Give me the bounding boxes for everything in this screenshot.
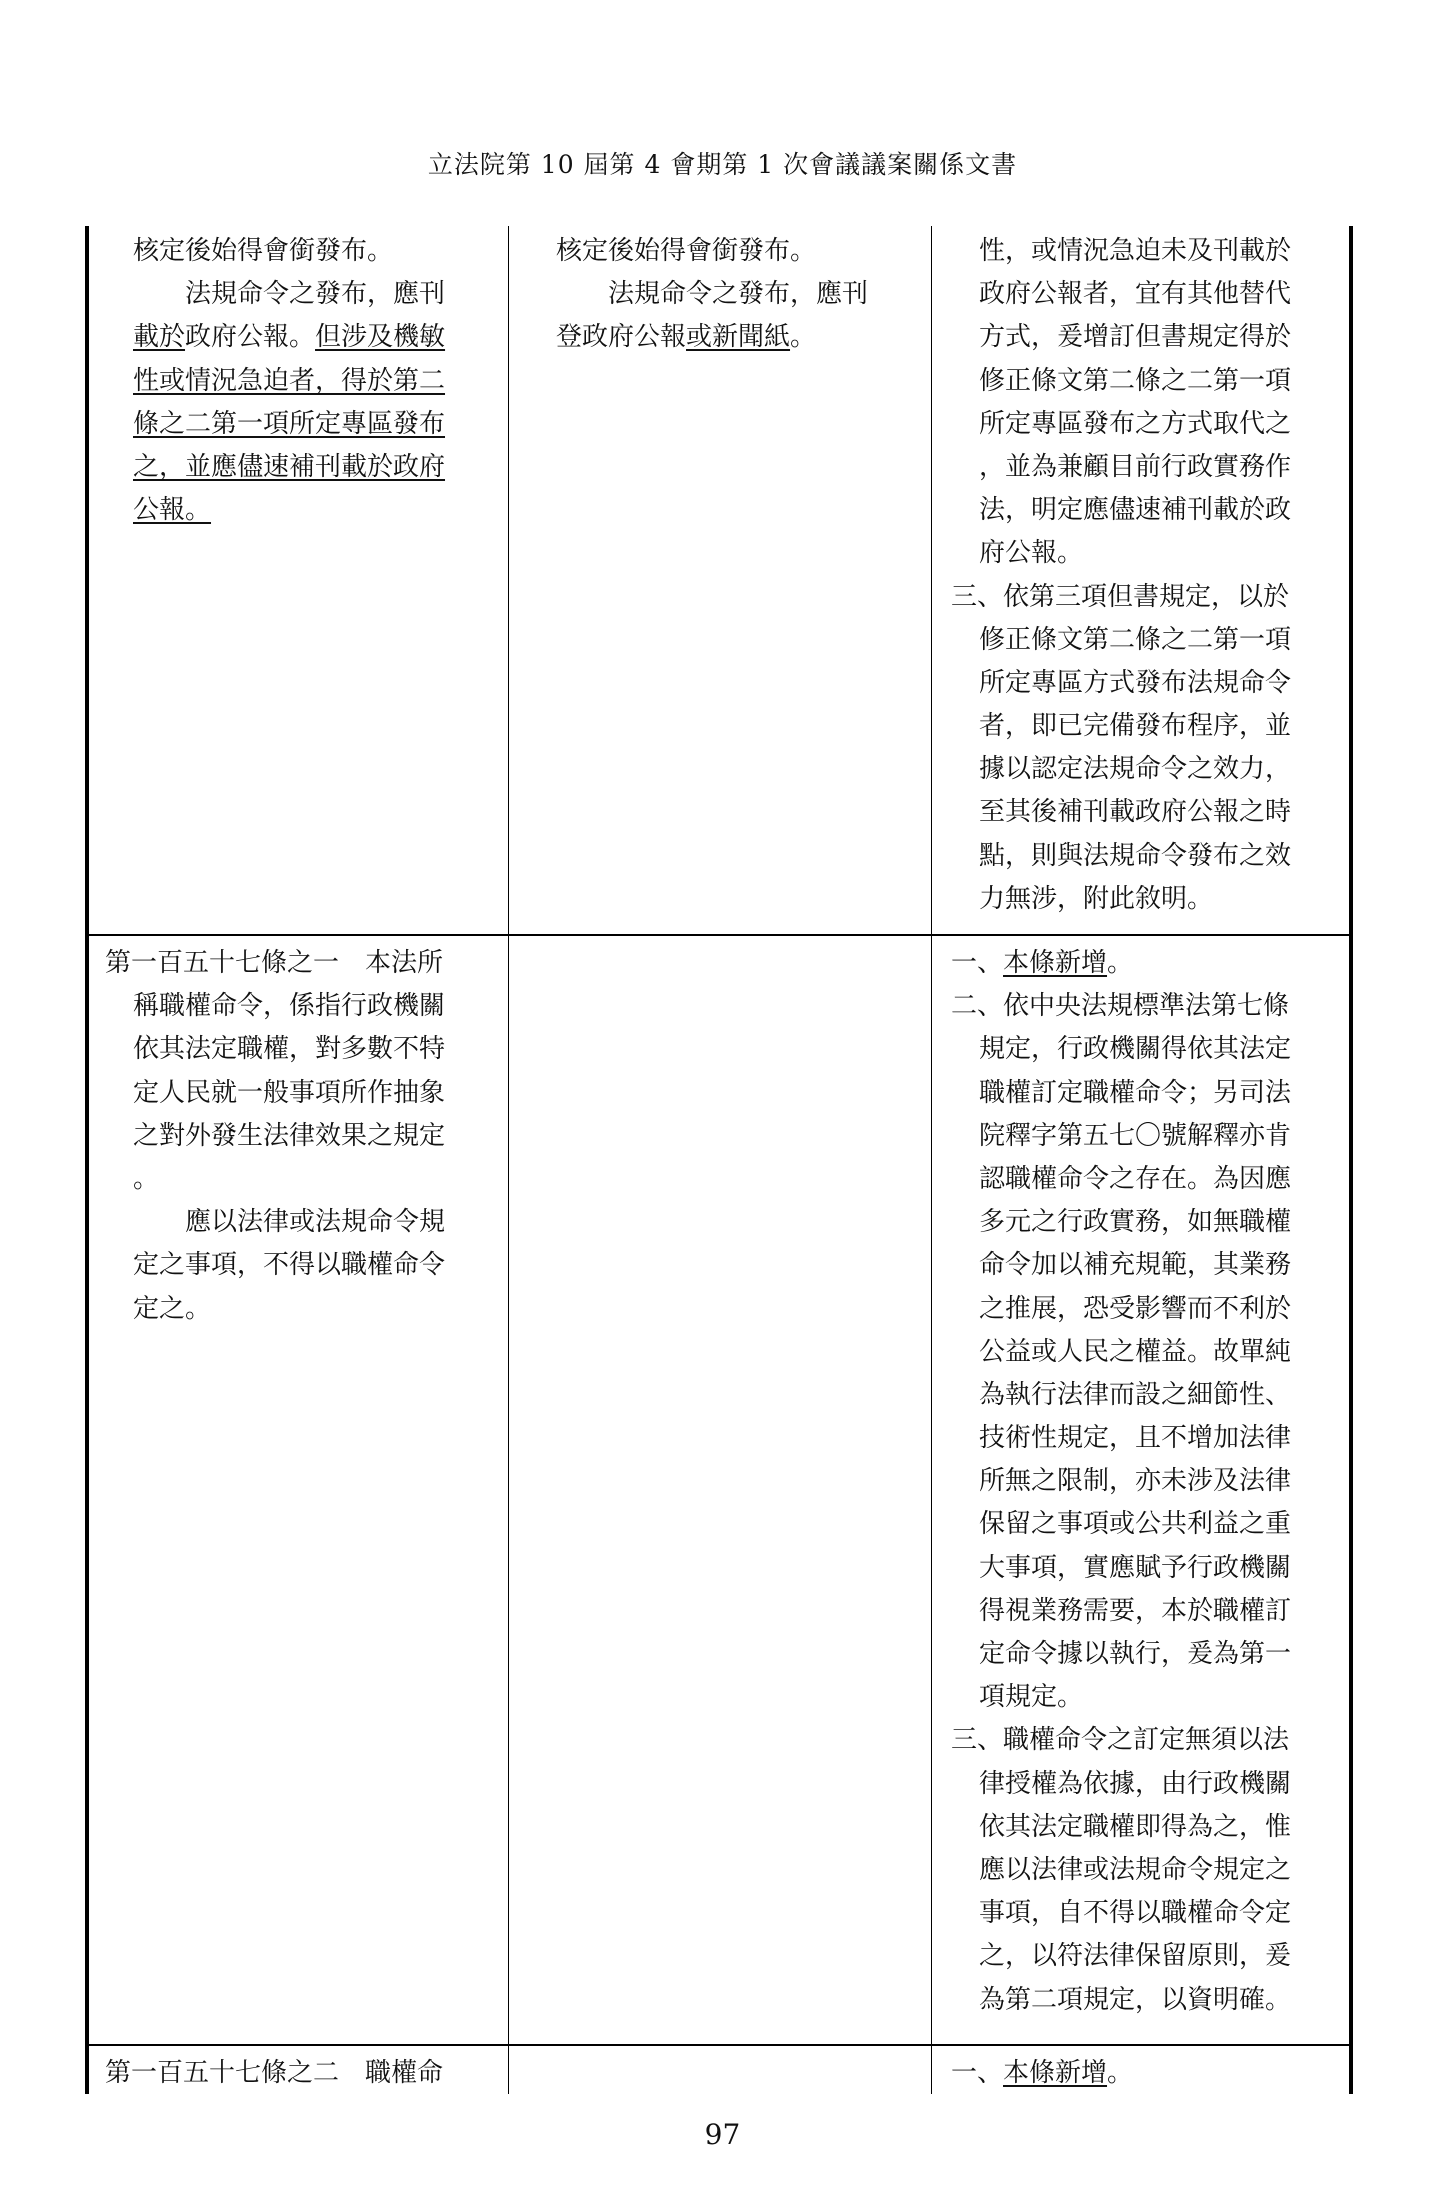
text-line	[556, 316, 868, 359]
underlined-text: 條之二第一項所定專區發布	[133, 408, 446, 439]
text-line	[979, 316, 1291, 359]
text-run: 職權訂定職權命令；另司法	[979, 1077, 1292, 1108]
text-run: 所定專區方式發布法規命令	[979, 667, 1292, 698]
text-run: 力無涉，附此敘明。	[979, 883, 1214, 914]
row1-explanation	[951, 230, 1292, 921]
text-line	[951, 576, 1291, 619]
text-line	[979, 446, 1291, 489]
text-line	[979, 1115, 1291, 1158]
text-run: 第一百五十七條之二 職權命	[105, 2058, 444, 2088]
text-run: 方式，爰增訂但書規定得於	[979, 322, 1292, 353]
underlined-text: 或新聞紙	[686, 322, 791, 353]
text-line	[133, 446, 445, 489]
text-line	[979, 662, 1291, 705]
text-line	[951, 985, 1291, 1028]
text-line	[979, 1460, 1291, 1503]
text-line	[979, 1849, 1291, 1892]
row-divider-1	[85, 934, 1353, 936]
text-line	[979, 1158, 1291, 1201]
text-run: 為第二項規定，以資明確。	[979, 1984, 1292, 2015]
page-number: 97	[704, 2118, 741, 2151]
text-line	[979, 1935, 1291, 1978]
text-line	[133, 316, 445, 359]
text-line	[979, 1244, 1291, 1287]
row1-current-text	[556, 230, 868, 360]
text-run: 定人民就一般事項所作抽象	[133, 1077, 446, 1108]
row2-amended-text	[105, 942, 445, 1331]
page-header: 立法院第 10 屆第 4 會期第 1 次會議議案關係文書	[427, 150, 1018, 179]
text-line	[979, 403, 1291, 446]
text-line	[951, 1719, 1291, 1762]
text-line	[979, 1417, 1291, 1460]
text-line	[556, 273, 868, 316]
row2-explanation	[951, 942, 1292, 2022]
text-line	[979, 1763, 1291, 1806]
text-run: 定命令據以執行，爰為第一	[979, 1639, 1292, 1669]
text-run: 第一百五十七條之一 本法所	[105, 948, 444, 978]
text-run: 修正條文第二條之二第一項	[979, 624, 1292, 655]
text-run: 院釋字第五七〇號解釋亦肯	[979, 1120, 1292, 1151]
text-line	[979, 1503, 1291, 1546]
text-line	[133, 1158, 445, 1201]
text-run: 三、職權命令之訂定無須以法	[951, 1725, 1290, 1756]
text-run: 法，明定應儘速補刊載於政	[979, 495, 1292, 526]
row1-amended-text	[133, 230, 445, 532]
underlined-text: 性或情況急迫者，得於第二	[133, 365, 446, 396]
text-run: 依其法定職權即得為之，惟	[979, 1811, 1292, 1842]
text-run: 所無之限制，亦未涉及法律	[979, 1466, 1292, 1497]
text-run: 。	[1107, 2058, 1134, 2088]
text-line	[979, 878, 1291, 921]
text-line	[133, 360, 445, 403]
text-line	[979, 1979, 1291, 2022]
text-line	[979, 748, 1291, 791]
text-run: 定之。	[133, 1293, 212, 1324]
text-run: 為執行法律而設之細節性、	[979, 1379, 1292, 1410]
text-run: ，並為兼顧目前行政實務作	[979, 451, 1292, 482]
text-run: 之對外發生法律效果之規定	[133, 1120, 446, 1151]
text-line	[979, 1547, 1291, 1590]
text-line	[979, 619, 1291, 662]
text-run: 保留之事項或公共利益之重	[979, 1509, 1292, 1540]
text-line	[979, 273, 1291, 316]
text-run: 。	[133, 1163, 160, 1194]
text-run: 登政府公報	[556, 322, 687, 353]
text-run: 規定，行政機關得依其法定	[979, 1034, 1292, 1065]
text-run: 應以法律或法規命令規定之	[979, 1854, 1292, 1885]
text-run: 點，則與法規命令發布之效	[979, 840, 1292, 871]
text-line	[979, 1374, 1291, 1417]
text-run: 一、	[951, 948, 1004, 978]
text-line	[556, 230, 868, 273]
text-line	[133, 1115, 445, 1158]
column-divider-1	[508, 226, 509, 2094]
row3-amended-text	[105, 2052, 443, 2095]
text-run: 得視業務需要，本於職權訂	[979, 1595, 1292, 1626]
text-line	[979, 1331, 1291, 1374]
text-run: 應以法律或法規命令規	[133, 1207, 446, 1238]
text-run: 之，以符法律保留原則，爰	[979, 1941, 1292, 1972]
text-line	[979, 532, 1291, 575]
text-run: 所定專區發布之方式取代之	[979, 408, 1292, 439]
text-run: 者，即已完備發布程序，並	[979, 711, 1292, 742]
row3-explanation	[951, 2052, 1134, 2095]
text-run: 依其法定職權，對多數不特	[133, 1034, 446, 1065]
text-run: 大事項，實應賦予行政機關	[979, 1552, 1292, 1583]
text-run: 據以認定法規命令之效力，	[979, 754, 1292, 785]
text-line	[133, 1288, 445, 1331]
text-line	[133, 1201, 445, 1244]
text-run: 修正條文第二條之二第一項	[979, 365, 1292, 396]
text-line	[133, 1028, 445, 1071]
text-run: 政府公報者，宜有其他替代	[979, 279, 1292, 310]
text-line	[133, 489, 445, 532]
text-run: 府公報。	[979, 538, 1084, 569]
column-divider-2	[931, 226, 932, 2094]
text-line	[979, 1633, 1291, 1676]
row-divider-2	[85, 2044, 1353, 2046]
text-run: 認職權命令之存在。為因應	[979, 1163, 1292, 1194]
text-run: 。	[1107, 948, 1134, 978]
text-run: 法規命令之發布，應刊	[133, 279, 446, 310]
table-border-right	[1349, 226, 1353, 2094]
text-run: 定之事項，不得以職權命令	[133, 1250, 446, 1281]
text-line	[133, 230, 445, 273]
text-run: 至其後補刊載政府公報之時	[979, 797, 1292, 828]
text-run: 核定後始得會銜發布。	[556, 236, 817, 266]
text-run: 命令加以補充規範，其業務	[979, 1250, 1292, 1281]
text-run: 二、依中央法規標準法第七條	[951, 991, 1290, 1022]
text-run: 稱職權命令，係指行政機關	[133, 991, 446, 1022]
text-run: 三、依第三項但書規定，以於	[951, 581, 1290, 612]
text-run: 律授權為依據，由行政機關	[979, 1768, 1292, 1799]
text-line	[979, 705, 1291, 748]
table-border-left	[85, 226, 89, 2094]
text-line	[979, 360, 1291, 403]
text-run: 性，或情況急迫未及刊載於	[979, 236, 1292, 266]
underlined-text: 公報。	[133, 495, 212, 526]
text-run: 技術性規定，且不增加法律	[979, 1423, 1292, 1454]
text-line	[979, 1072, 1291, 1115]
text-line	[979, 230, 1291, 273]
underlined-text: 本條新增	[1003, 2058, 1108, 2088]
text-run: 多元之行政實務，如無職權	[979, 1207, 1292, 1238]
text-run: 。	[790, 322, 817, 353]
text-run: 一、	[951, 2058, 1004, 2088]
underlined-text: 載於	[133, 322, 186, 353]
comparison-table	[85, 226, 1353, 2094]
text-run: 法規命令之發布，應刊	[556, 279, 869, 310]
text-line	[979, 1806, 1291, 1849]
text-run: 事項，自不得以職權命令定	[979, 1898, 1292, 1929]
text-line	[105, 2052, 443, 2095]
text-line	[979, 1201, 1291, 1244]
text-line	[979, 1590, 1291, 1633]
text-line	[133, 273, 445, 316]
text-line	[133, 985, 445, 1028]
underlined-text: 本條新增	[1003, 948, 1108, 978]
text-line	[951, 2052, 1133, 2095]
underlined-text: 之，並應儘速補刊載於政府	[133, 451, 446, 482]
text-run: 公益或人民之權益。故單純	[979, 1336, 1292, 1367]
text-run: 核定後始得會銜發布。	[133, 236, 394, 266]
text-line	[133, 1244, 445, 1287]
text-line	[979, 791, 1291, 834]
text-line	[133, 403, 445, 446]
text-line	[979, 489, 1291, 532]
text-line	[979, 1676, 1291, 1719]
underlined-text: 但涉及機敏	[315, 322, 446, 353]
text-line	[979, 1288, 1291, 1331]
text-run: 之推展，恐受影響而不利於	[979, 1293, 1292, 1324]
text-line	[979, 1028, 1291, 1071]
text-run: 項規定。	[979, 1682, 1084, 1713]
text-line	[105, 942, 445, 985]
text-line	[133, 1072, 445, 1115]
text-line	[979, 835, 1291, 878]
text-line	[951, 942, 1291, 985]
text-run: 政府公報。	[185, 322, 316, 353]
text-line	[979, 1892, 1291, 1935]
